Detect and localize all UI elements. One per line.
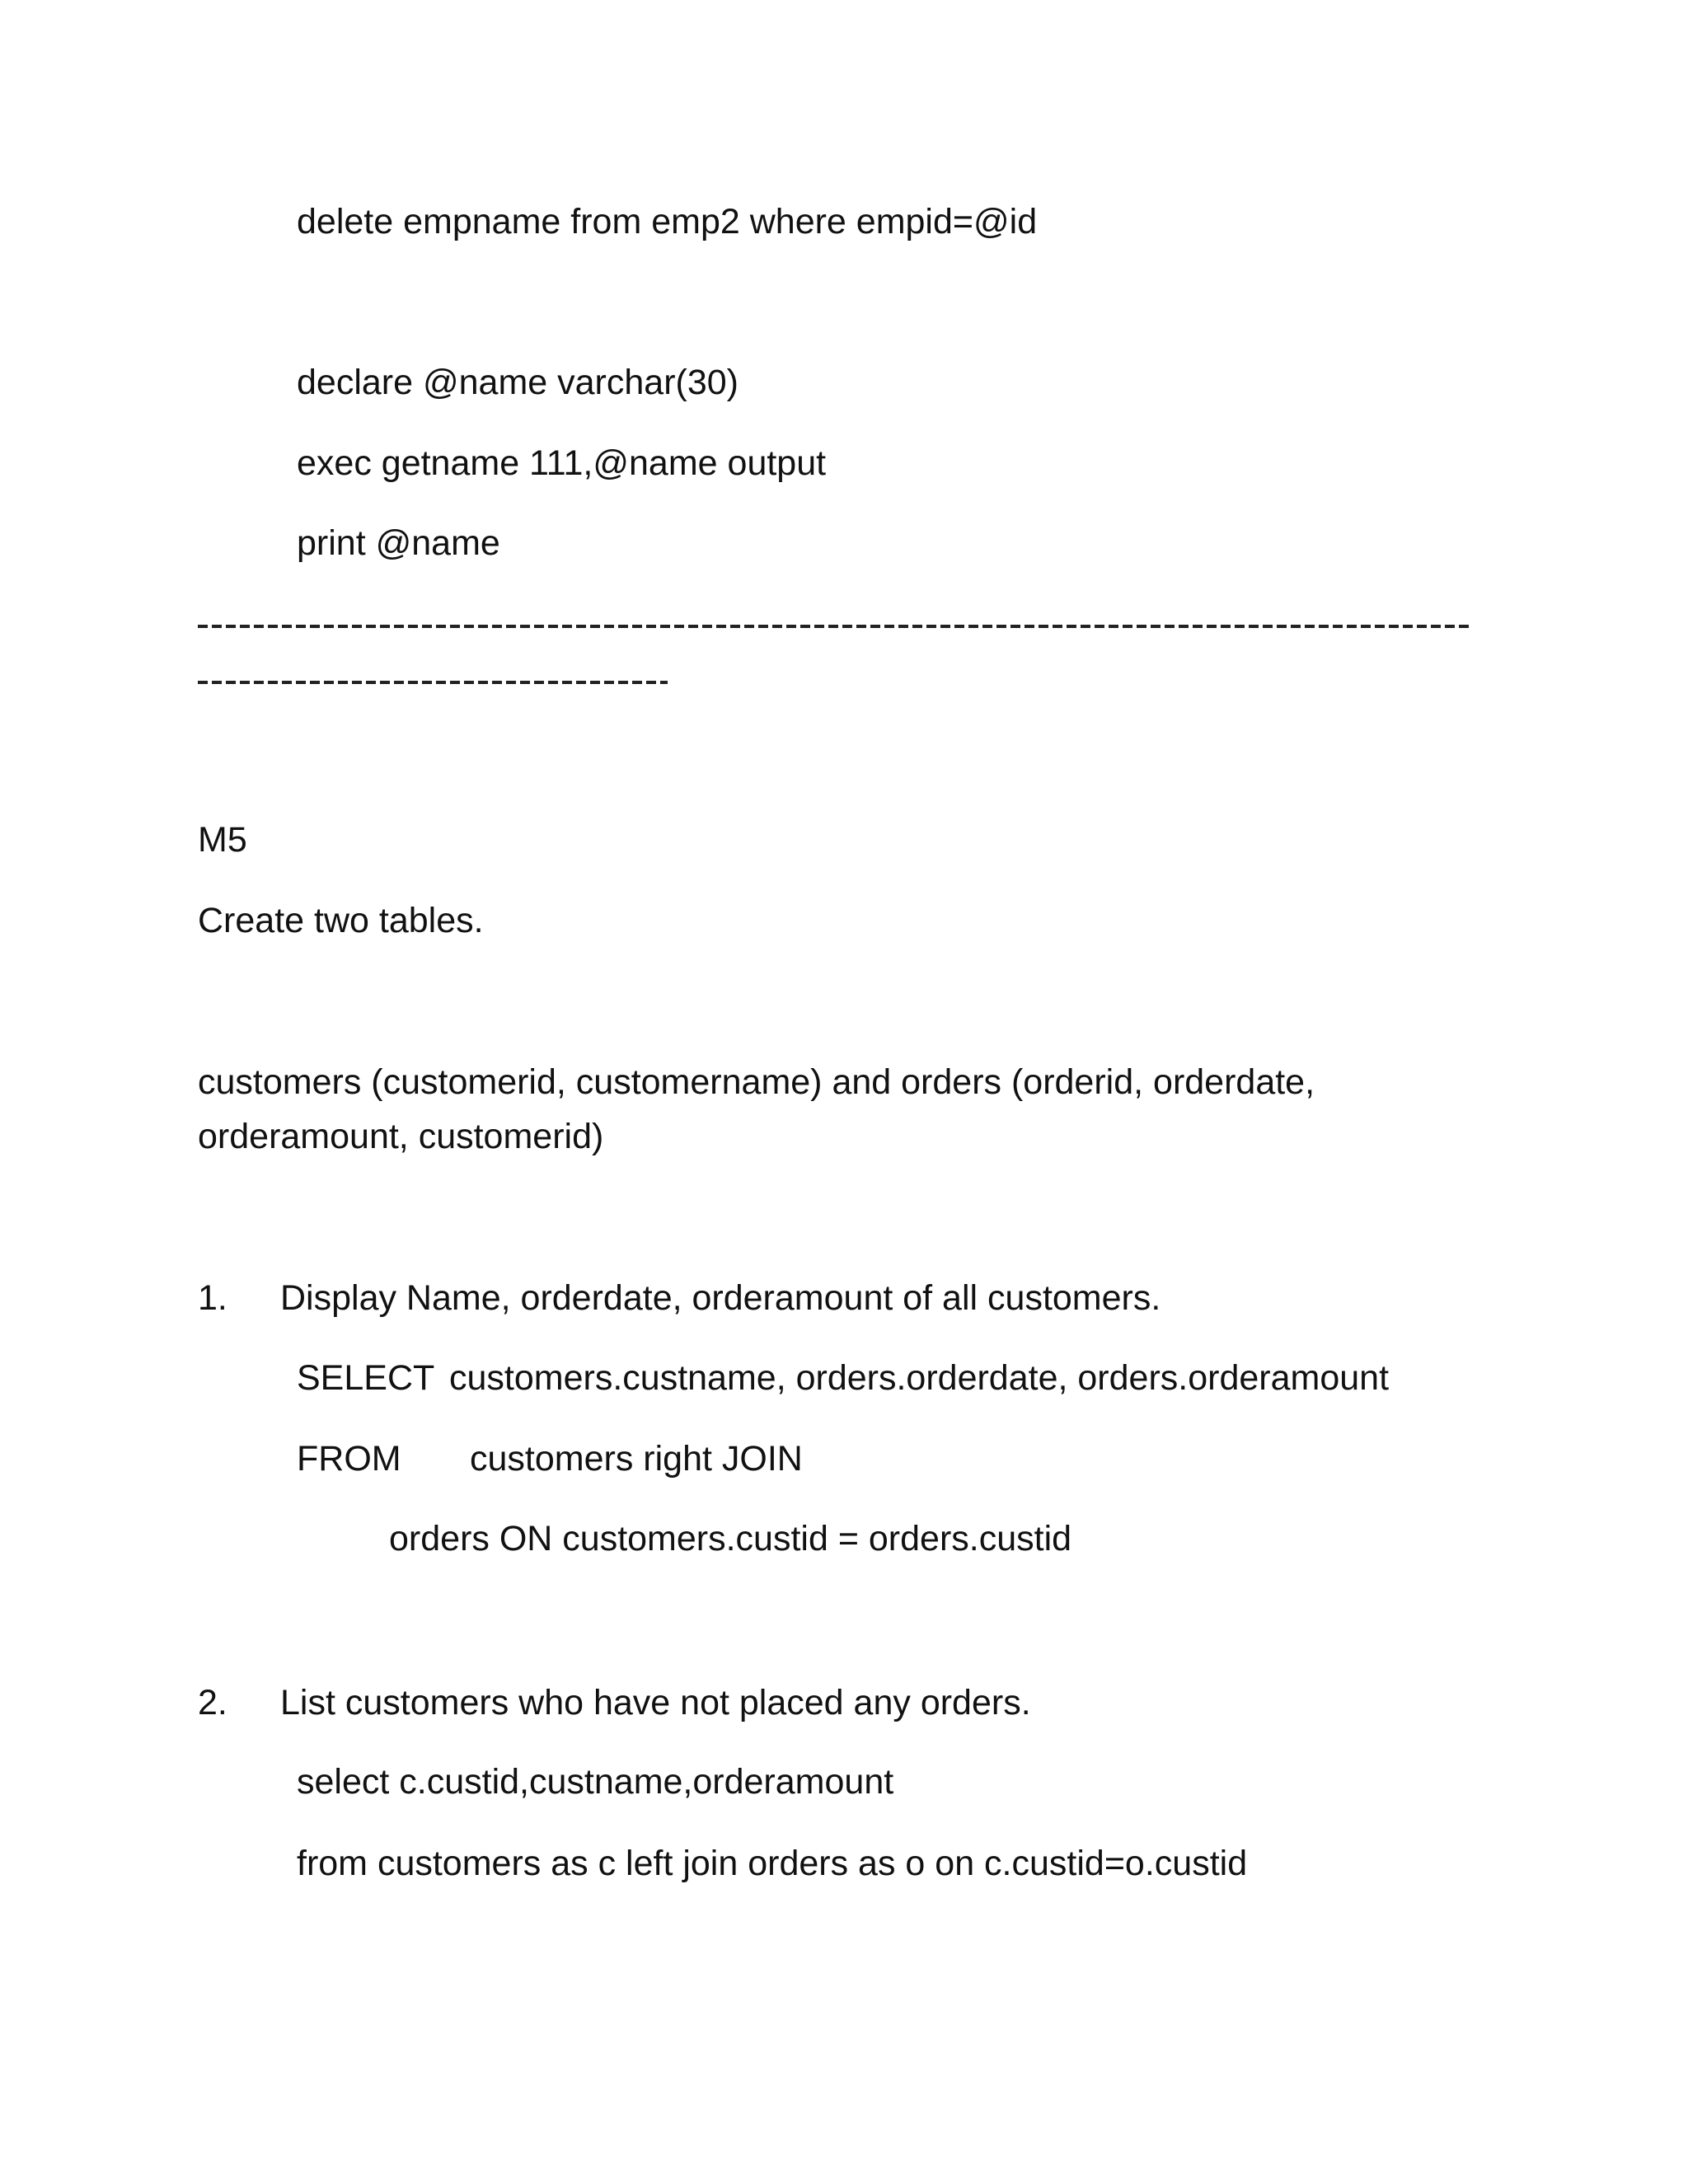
q2-from-statement: from customers as c left join orders as o on c.custid=o.custid [297,1844,1248,1883]
exec-statement: exec getname 111,@name output [297,443,827,483]
question-2-number: 2. [198,1683,227,1722]
tables-description-line-2: orderamount, customerid) [198,1117,604,1156]
separator-line-2 [198,681,668,684]
q2-select-statement: select c.custid,custname,orderamount [297,1762,894,1802]
declare-statement: declare @name varchar(30) [297,363,738,402]
question-1-number: 1. [198,1278,227,1318]
question-1-text: Display Name, orderdate, orderamount of all customers. [280,1278,1161,1318]
tables-description-line-1: customers (customerid, customername) and orders (orderid, orderdate, [198,1062,1315,1102]
q1-select-keyword: SELECT [297,1358,435,1398]
section-heading: M5 [198,820,247,860]
q1-on-expression: orders ON customers.custid = orders.custid [389,1519,1072,1558]
separator-line-1 [198,625,1471,628]
question-2-text: List customers who have not placed any orders. [280,1683,1031,1722]
delete-statement: delete empname from emp2 where empid=@id [297,202,1038,241]
print-statement: print @name [297,523,500,563]
q1-from-expression: customers right JOIN [470,1439,803,1479]
q1-select-columns: customers.custname, orders.orderdate, orders.orderamount [449,1358,1390,1398]
section-intro: Create two tables. [198,901,484,940]
q1-from-keyword: FROM [297,1439,401,1479]
